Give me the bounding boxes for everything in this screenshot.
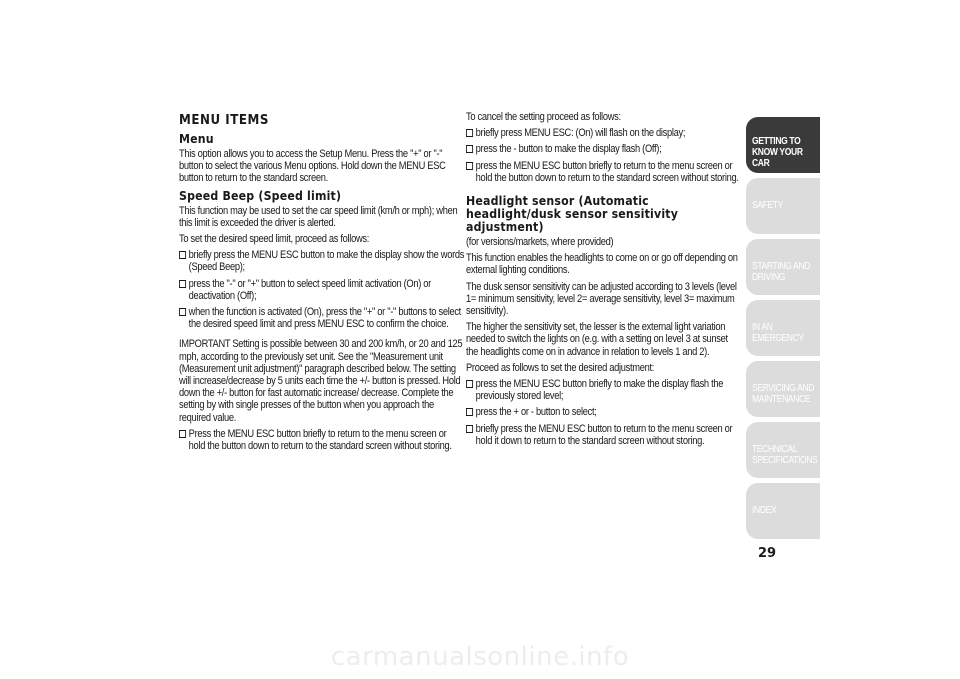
tab-getting-to-know-your-car[interactable]: [746, 117, 820, 173]
tab-label: GETTING TO KNOW YOUR CAR: [752, 136, 803, 169]
tab-in-an-emergency[interactable]: [746, 300, 820, 356]
page-number: 29: [757, 546, 777, 561]
tab-label: IN AN EMERGENCY: [752, 322, 804, 344]
speed-paragraph-1: This function may be used to set the car speed limit (km/h or mph); when this limit is exceeded the driver is alerted.: [179, 204, 458, 229]
tab-label: STARTING AND DRIVING: [752, 261, 810, 283]
speed-beep-heading: Speed Beep (Speed limit): [179, 187, 342, 203]
section-title: MENU ITEMS: [179, 112, 269, 128]
list-item: press the + or - button to select;: [466, 406, 741, 418]
tab-label: TECHNICAL SPECIFICATIONS: [752, 444, 818, 466]
watermark: carmanualsonline.info: [330, 642, 630, 672]
tab-starting-and-driving[interactable]: [746, 239, 820, 295]
headlight-paragraph-1: This function enables the headlights to come on or go off depending on external lighting conditions.: [466, 252, 738, 277]
left-column: [179, 112, 465, 456]
list-item: briefly press MENU ESC: (On) will flash on the display;: [466, 127, 741, 139]
tab-safety[interactable]: [746, 178, 820, 234]
headlight-paragraph-4: Proceed as follows to set the desired adjustment:: [466, 361, 655, 374]
list-item: press the "-" or "+" button to select speed limit activation (On) or deactivation (Off);: [179, 278, 465, 302]
final-bullet-list: [179, 428, 465, 452]
list-item: briefly press the MENU ESC button to make the display show the words (Speed Beep);: [179, 249, 465, 273]
tab-servicing-and-maintenance[interactable]: [746, 361, 820, 417]
list-item: Press the MENU ESC button briefly to return to the menu screen or hold the button down to return to the standard screen without storing.: [179, 428, 465, 452]
tab-label: SERVICING AND MAINTENANCE: [752, 383, 815, 405]
menu-text: This option allows you to access the Setup Menu. Press the "+" or "-" button to select the various Menu options. Hold down the MENU ESC button to return to the standard screen.: [179, 148, 446, 185]
headlight-bullet-list: [466, 378, 741, 447]
cancel-bullet-list: [466, 127, 741, 184]
headlight-heading: Headlight sensor (Automatic headlight/dusk sensor sensitivity adjustment): [466, 193, 679, 235]
tab-index[interactable]: [746, 483, 820, 539]
list-item: briefly press the MENU ESC button to return to the menu screen or hold it down to return to the standard screen without storing.: [466, 423, 741, 447]
list-item: press the MENU ESC button briefly to make the display flash the previously stored level;: [466, 378, 741, 402]
tab-label: SAFETY: [752, 200, 784, 211]
chapter-sidebar: [746, 117, 820, 544]
headlight-note: (for versions/markets, where provided): [466, 236, 614, 249]
speed-bullet-list: [179, 249, 465, 330]
speed-paragraph-2: To set the desired speed limit, proceed as follows:: [179, 233, 370, 246]
tab-technical-specifications[interactable]: [746, 422, 820, 478]
list-item: when the function is activated (On), press the "+" or "-" buttons to select the desired speed limit and press MENU ESC to confirm the choice.: [179, 306, 465, 330]
cancel-intro: To cancel the setting proceed as follows:: [466, 111, 621, 123]
tab-label: INDEX: [752, 505, 777, 516]
list-item: press the MENU ESC button briefly to return to the menu screen or hold the button down to return to the standard screen without storing.: [466, 160, 741, 184]
right-column: [466, 111, 741, 451]
list-item: press the - button to make the display flash (Off);: [466, 143, 741, 155]
headlight-paragraph-3: The higher the sensitivity set, the lesser is the external light variation needed to switch the lights on (e.g. with a setting on level 3 at sunset the headlights come on in advance in relation to levels 1 and 2).: [466, 321, 728, 358]
menu-heading: Menu: [179, 131, 214, 146]
important-note: IMPORTANT Setting is possible between 30 and 200 km/h, or 20 and 125 mph, according to the previously set unit. See the "Measurement unit (Measurement unit adjustment)" paragraph described below. The setting will increase/decrease by 5 units each time the +/- button is pressed. Hold down the +/- button for fast automatic increase/ decrease. Complete the setting by with single presses of the button when you approach the required value.: [179, 338, 463, 424]
headlight-paragraph-2: The dusk sensor sensitivity can be adjusted according to 3 levels (level 1= minimum sensitivity, level 2= average sensitivity, level 3= maximum sensitivity).: [466, 280, 737, 318]
